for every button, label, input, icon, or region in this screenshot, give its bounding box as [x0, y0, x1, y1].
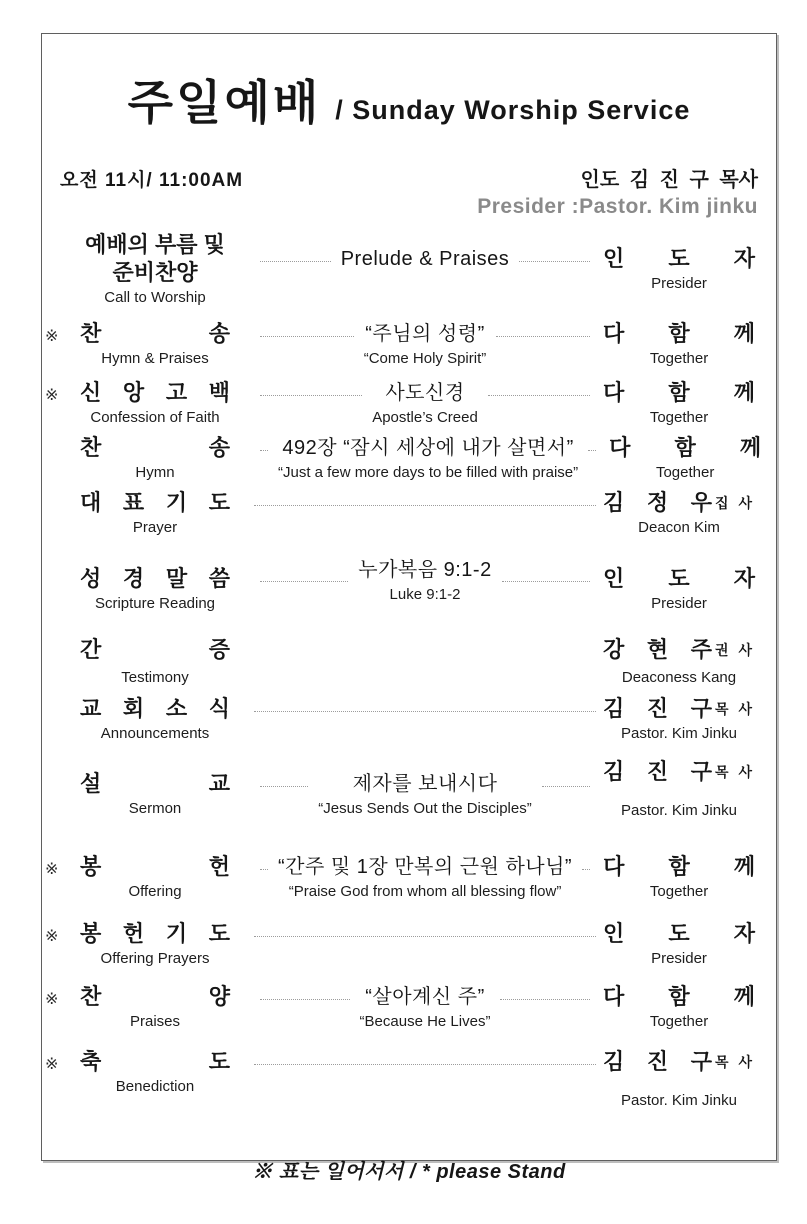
who-en: Together [649, 350, 709, 367]
dotted-leader [582, 853, 590, 870]
order-row-prayer [60, 489, 758, 538]
item-title-ko: 찬 송 [80, 321, 230, 346]
dotted-leader [260, 565, 348, 582]
order-row-offering [45, 853, 758, 902]
who-ko: 다 함 께 [609, 435, 762, 460]
item-title-ko: 봉 헌 [80, 854, 230, 879]
dotted-leader [488, 379, 590, 396]
item-title-en: Hymn & Praises [101, 350, 209, 367]
item-title-ko-line2: 준비찬양 [112, 260, 198, 285]
item-title-en: Benediction [115, 1078, 195, 1095]
item-title-en: Announcements [100, 725, 210, 742]
order-row-testimony [60, 636, 758, 691]
who-ko: 인 도 자 [603, 921, 755, 946]
who-ko: 다 함 께 [603, 321, 755, 346]
who-suffix: 권 사 [715, 642, 755, 658]
who-en: Pastor. Kim Jinku [621, 1092, 737, 1109]
order-of-worship [45, 231, 762, 1111]
stand-mark: ※ [45, 328, 59, 345]
presider-english: Presider :Pastor. Kim jinku [477, 195, 758, 218]
who-en: Together [649, 409, 709, 426]
who-suffix: 집 사 [715, 495, 755, 511]
dotted-leader [254, 920, 596, 937]
item-title-ko: 축 도 [80, 1049, 230, 1074]
item-title-ko: 간 증 [80, 637, 230, 662]
dotted-leader [260, 320, 354, 337]
item-title-ko: 신 앙 고 백 [80, 380, 230, 405]
title-english: / Sunday Worship Service [335, 95, 691, 125]
who-ko: 다 함 께 [603, 984, 755, 1009]
center-sub: “Jesus Sends Out the Disciples” [318, 800, 532, 817]
item-title-en: Hymn [135, 464, 175, 481]
service-info-row [60, 163, 758, 192]
who-ko: 김 정 우 [603, 490, 713, 515]
item-title-ko: 성 경 말 씀 [80, 566, 230, 591]
stand-mark: ※ [45, 1056, 59, 1073]
center-sub: “Praise God from whom all blessing flow” [288, 883, 562, 900]
dotted-leader [254, 1048, 596, 1065]
title-korean: 주일예배 [127, 76, 322, 129]
center-main: Prelude & Praises [340, 248, 510, 270]
center-main: “주님의 성령” [365, 323, 485, 345]
item-title-en: Prayer [132, 519, 178, 536]
presider-korean: 인도 김 진 구 목사 [580, 169, 758, 191]
item-title-en: Testimony [121, 669, 189, 686]
who-ko: 김 진 구 [603, 759, 713, 784]
order-row-hymn-praises [45, 320, 758, 369]
item-title-ko-line1: 예배의 부름 및 [85, 232, 225, 257]
who-en: Together [655, 464, 715, 481]
stand-mark: ※ [45, 861, 59, 878]
item-label [60, 231, 250, 308]
order-row-call-to-worship [60, 231, 758, 308]
order-row-hymn [60, 434, 762, 483]
center-sub: “Just a few more days to be filled with praise” [278, 464, 579, 481]
order-row-praises [45, 983, 758, 1032]
center-main: “살아계신 주” [365, 986, 485, 1008]
item-title-ko: 설 교 [80, 771, 230, 796]
page-title [60, 66, 758, 133]
stand-legend: ※ 표는 일어서서 / * please Stand [252, 1161, 566, 1183]
center-main: 492장 “잠시 세상에 내가 살면서” [282, 437, 574, 459]
item-title-en: Scripture Reading [94, 595, 216, 612]
who-en: Presider [651, 595, 707, 612]
dotted-leader [254, 695, 596, 712]
dotted-leader [260, 983, 350, 1000]
who-en: Presider [651, 950, 707, 967]
center-sub: “Come Holy Spirit” [363, 350, 487, 367]
dotted-leader [260, 770, 308, 787]
who-en: Pastor. Kim Jinku [621, 802, 737, 819]
who-suffix: 목 사 [715, 701, 755, 717]
order-row-scripture [60, 556, 758, 614]
who-en: Presider [651, 275, 707, 292]
who-ko: 다 함 께 [603, 380, 755, 405]
dotted-leader [260, 853, 268, 870]
item-title-en: Sermon [128, 800, 182, 817]
order-row-announcements [60, 695, 758, 744]
who-ko: 김 진 구 [603, 1049, 713, 1074]
dotted-leader [260, 434, 268, 451]
document-frame [41, 33, 777, 1183]
who-ko: 다 함 께 [603, 854, 756, 879]
order-row-benediction [45, 1048, 758, 1111]
dotted-leader [588, 434, 596, 451]
center-sub: Luke 9:1-2 [389, 586, 461, 603]
item-title-en: Offering Prayers [100, 950, 210, 967]
who-en: Together [649, 883, 709, 900]
stand-mark: ※ [45, 928, 59, 945]
center-sub: Apostle’s Creed [372, 409, 478, 426]
who-ko: 김 진 구 [603, 696, 713, 721]
dotted-leader [260, 379, 362, 396]
item-title-ko: 봉 헌 기 도 [80, 921, 230, 946]
who-en: Deaconess Kang [621, 669, 737, 686]
stand-mark: ※ [45, 387, 59, 404]
stand-mark: ※ [45, 991, 59, 1008]
item-title-ko: 찬 양 [80, 984, 230, 1009]
item-title-ko: 대 표 기 도 [80, 490, 230, 515]
item-title-en: Offering [128, 883, 182, 900]
item-title-en: Praises [129, 1013, 181, 1030]
dotted-leader [542, 770, 590, 787]
who-en: Together [649, 1013, 709, 1030]
who-ko: 강 현 주 [603, 637, 713, 662]
item-title-en: Call to Worship [104, 289, 206, 306]
dotted-leader [254, 489, 596, 506]
dotted-leader [502, 565, 590, 582]
who-ko: 인 도 자 [603, 246, 755, 271]
who-en: Deacon Kim [638, 519, 720, 536]
dotted-leader [500, 983, 590, 1000]
center-main: 제자를 보내시다 [352, 773, 498, 795]
dotted-leader [260, 245, 331, 262]
item-title-ko: 교 회 소 식 [80, 696, 230, 721]
center-sub: “Because He Lives” [359, 1013, 491, 1030]
center-main: 누가복음 9:1-2 [358, 559, 492, 581]
item-title-ko: 찬 송 [80, 435, 230, 460]
dotted-leader [496, 320, 590, 337]
center-main: “간주 및 1장 만복의 근원 하나님” [278, 856, 573, 878]
order-row-sermon [60, 758, 758, 821]
dotted-leader [519, 245, 590, 262]
item-title-en: Confession of Faith [90, 409, 220, 426]
who-suffix: 목 사 [715, 1054, 755, 1070]
service-time: 오전 11시/ 11:00AM [60, 170, 244, 191]
order-row-confession [45, 379, 758, 428]
order-row-offering-prayers [45, 920, 758, 969]
who-ko: 인 도 자 [603, 566, 755, 591]
who-en: Pastor. Kim Jinku [621, 725, 737, 742]
who-suffix: 목 사 [715, 764, 755, 780]
center-main: 사도신경 [385, 382, 465, 404]
